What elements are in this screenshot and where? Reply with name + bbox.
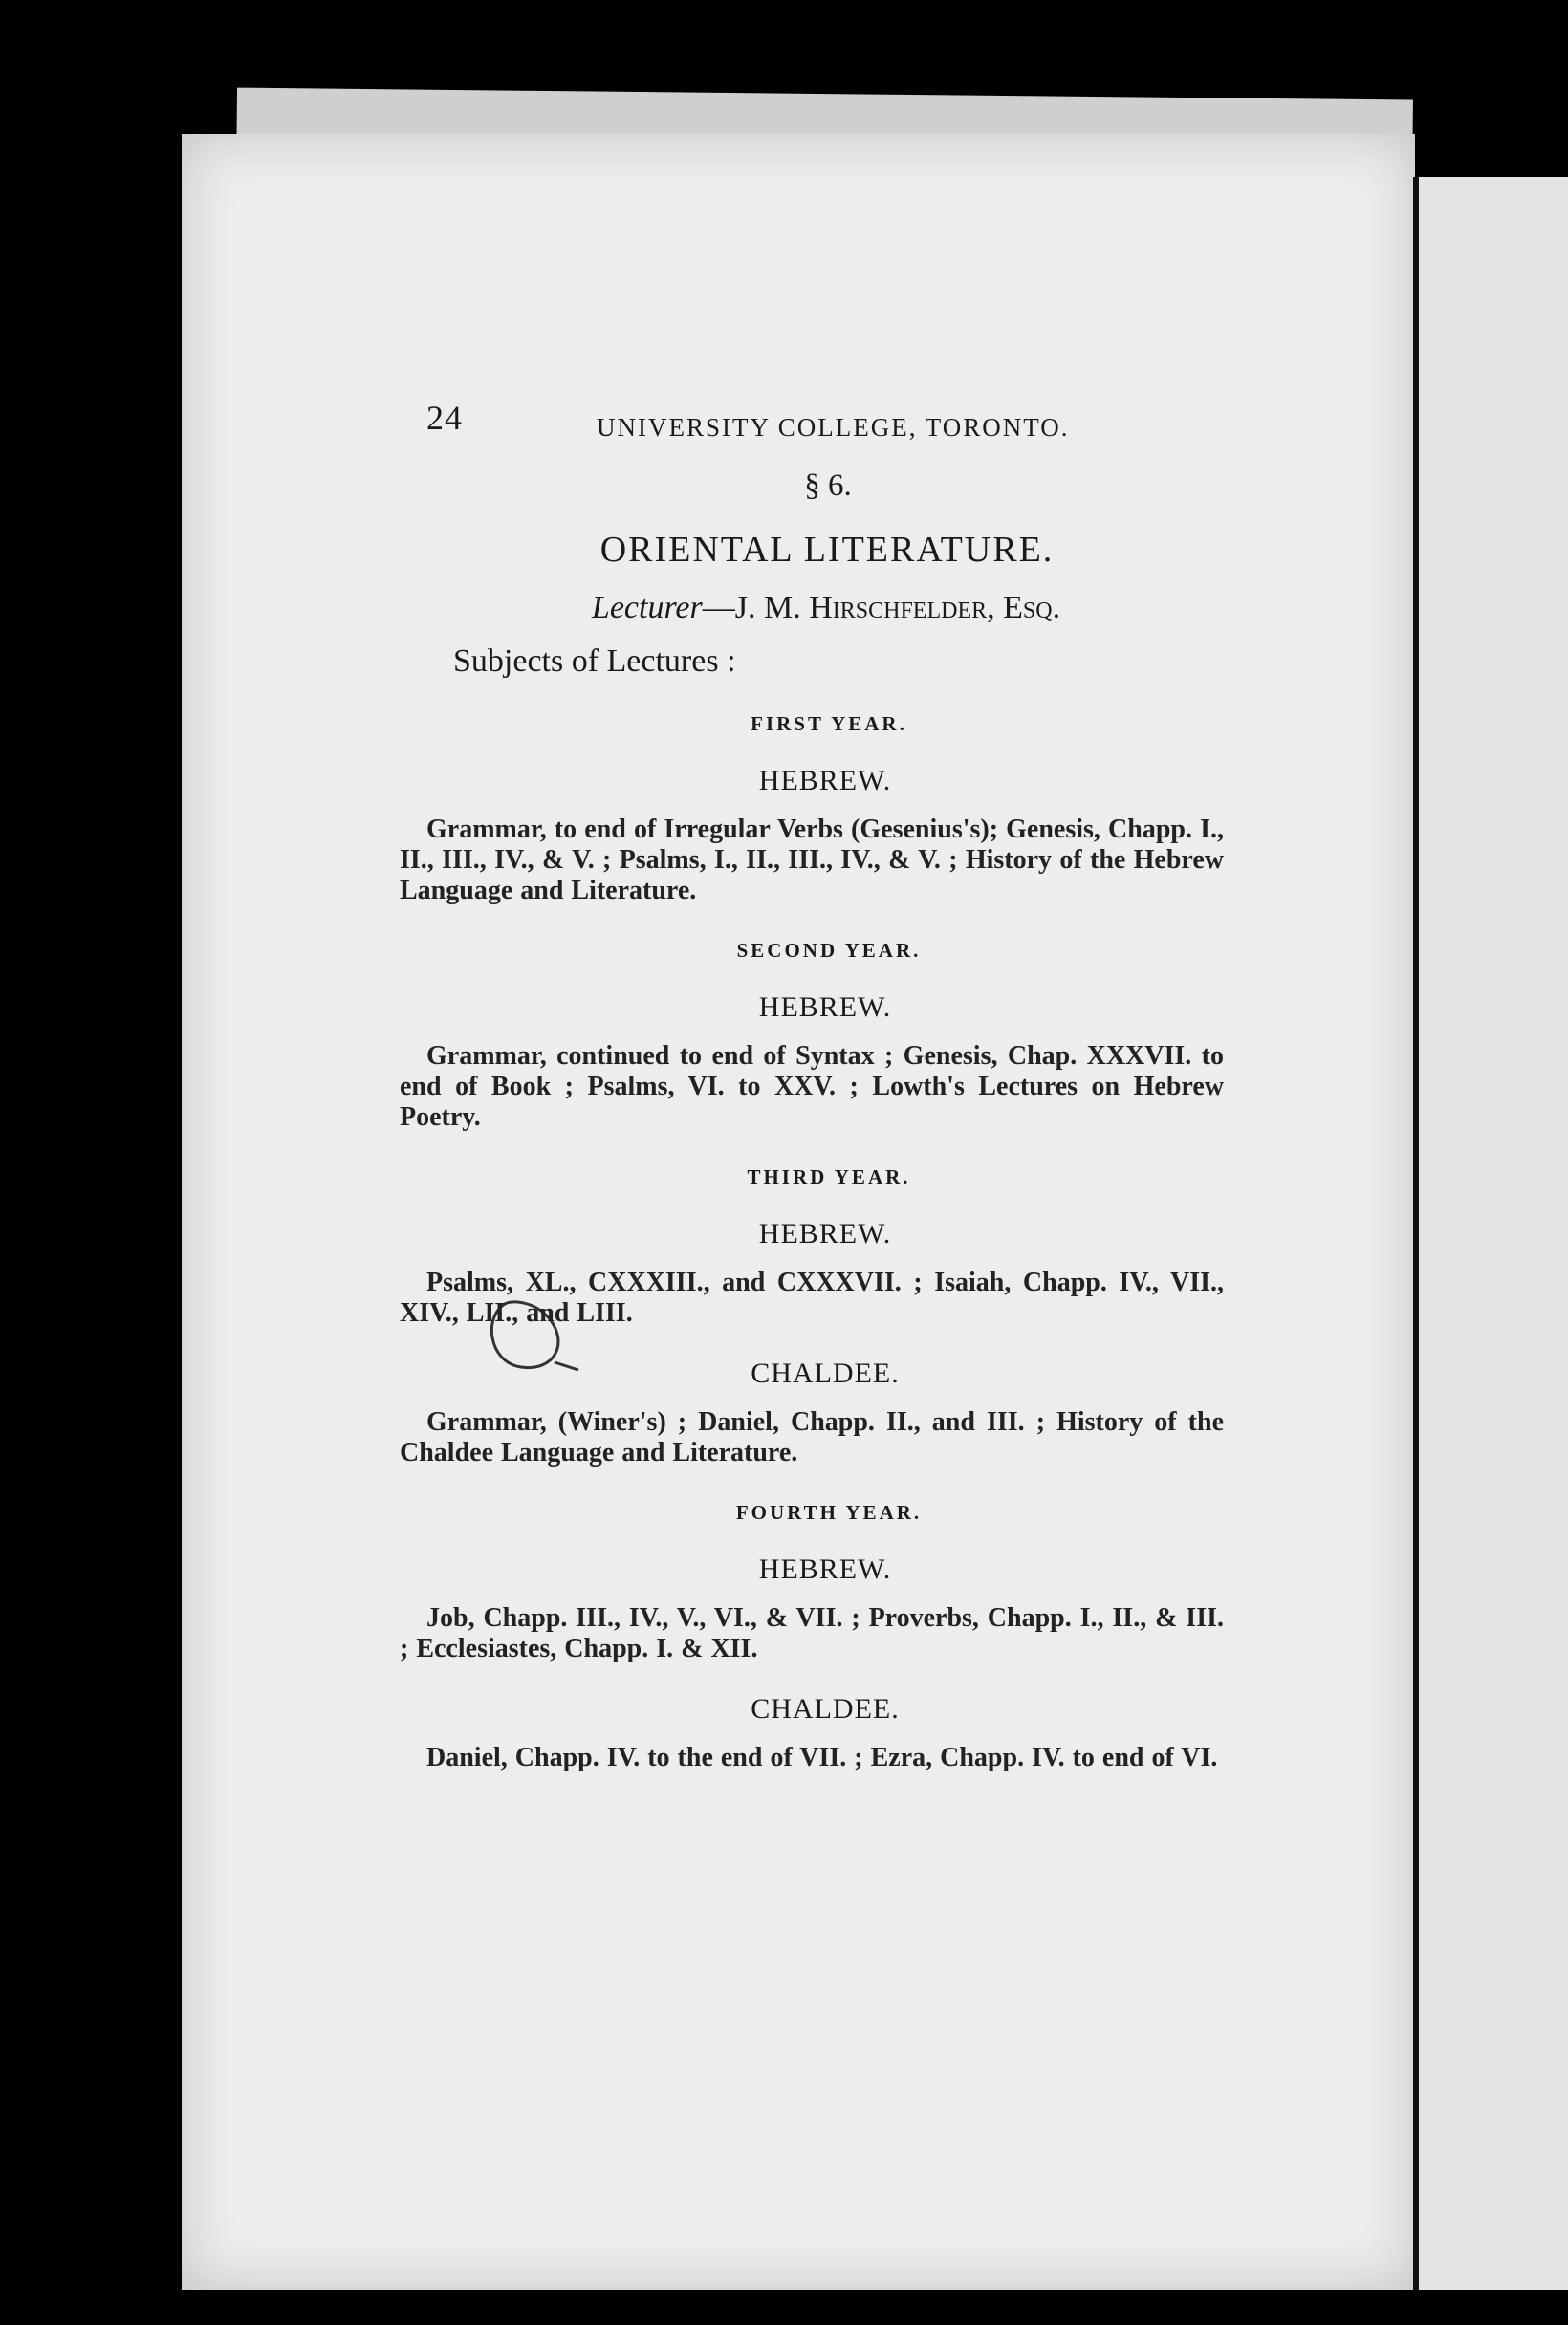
year-heading-first: FIRST YEAR. <box>751 712 907 735</box>
course-description: Psalms, XL., CXXXIII., and CXXXVII. ; Isaiah, Chapp. IV., VII., XIV., LII., and LIII. <box>400 1268 1224 1328</box>
lecturer-line <box>400 590 1224 626</box>
page-content <box>400 392 1224 1800</box>
language-heading: HEBREW. <box>758 765 892 796</box>
language-heading: HEBREW. <box>758 991 892 1023</box>
section-mark: § 6. <box>804 468 852 503</box>
page-gutter <box>1413 177 1419 2290</box>
page-number: 24 <box>426 399 463 437</box>
language-heading: CHALDEE. <box>751 1358 900 1389</box>
year-heading-second: SECOND YEAR. <box>736 939 922 962</box>
facing-page-edge <box>1415 177 1568 2290</box>
course-description: Grammar, (Winer's) ; Daniel, Chapp. II., and III. ; History of the Chaldee Language and Literature. <box>400 1407 1224 1467</box>
subjects-heading: Subjects of Lectures : <box>453 643 736 679</box>
language-heading: HEBREW. <box>758 1218 892 1249</box>
course-description: Grammar, continued to end of Syntax ; Genesis, Chap. XXXVII. to end of Book ; Psalms, VI. to XXV. ; Lowth's Lectures on Hebrew Poetry. <box>400 1041 1224 1132</box>
lecturer-role: Lecturer <box>591 590 703 625</box>
year-heading-third: THIRD YEAR. <box>747 1165 911 1188</box>
department-title: ORIENTAL LITERATURE. <box>599 530 1055 570</box>
lecturer-name: J. M. Hirschfelder, Esq. <box>734 590 1061 625</box>
course-description: Grammar, to end of Irregular Verbs (Gesenius's); Genesis, Chapp. I., II., III., IV., & V. ; Psalms, I., II., III., IV., & V. ; History of the Hebrew Language and Literature. <box>400 815 1224 905</box>
language-heading: CHALDEE. <box>751 1693 900 1725</box>
lecturer-separator: — <box>702 590 735 625</box>
running-head-title: UNIVERSITY COLLEGE, TORONTO. <box>597 413 1070 442</box>
language-heading: HEBREW. <box>758 1554 892 1585</box>
running-head <box>400 392 1224 440</box>
year-heading-fourth: FOURTH YEAR. <box>735 1501 923 1524</box>
course-description: Job, Chapp. III., IV., V., VI., & VII. ; Proverbs, Chapp. I., II., & III. ; Ecclesiastes, Chapp. I. & XII. <box>400 1603 1224 1663</box>
course-description: Daniel, Chapp. IV. to the end of VII. ; Ezra, Chapp. IV. to end of VI. <box>426 1743 1218 1772</box>
